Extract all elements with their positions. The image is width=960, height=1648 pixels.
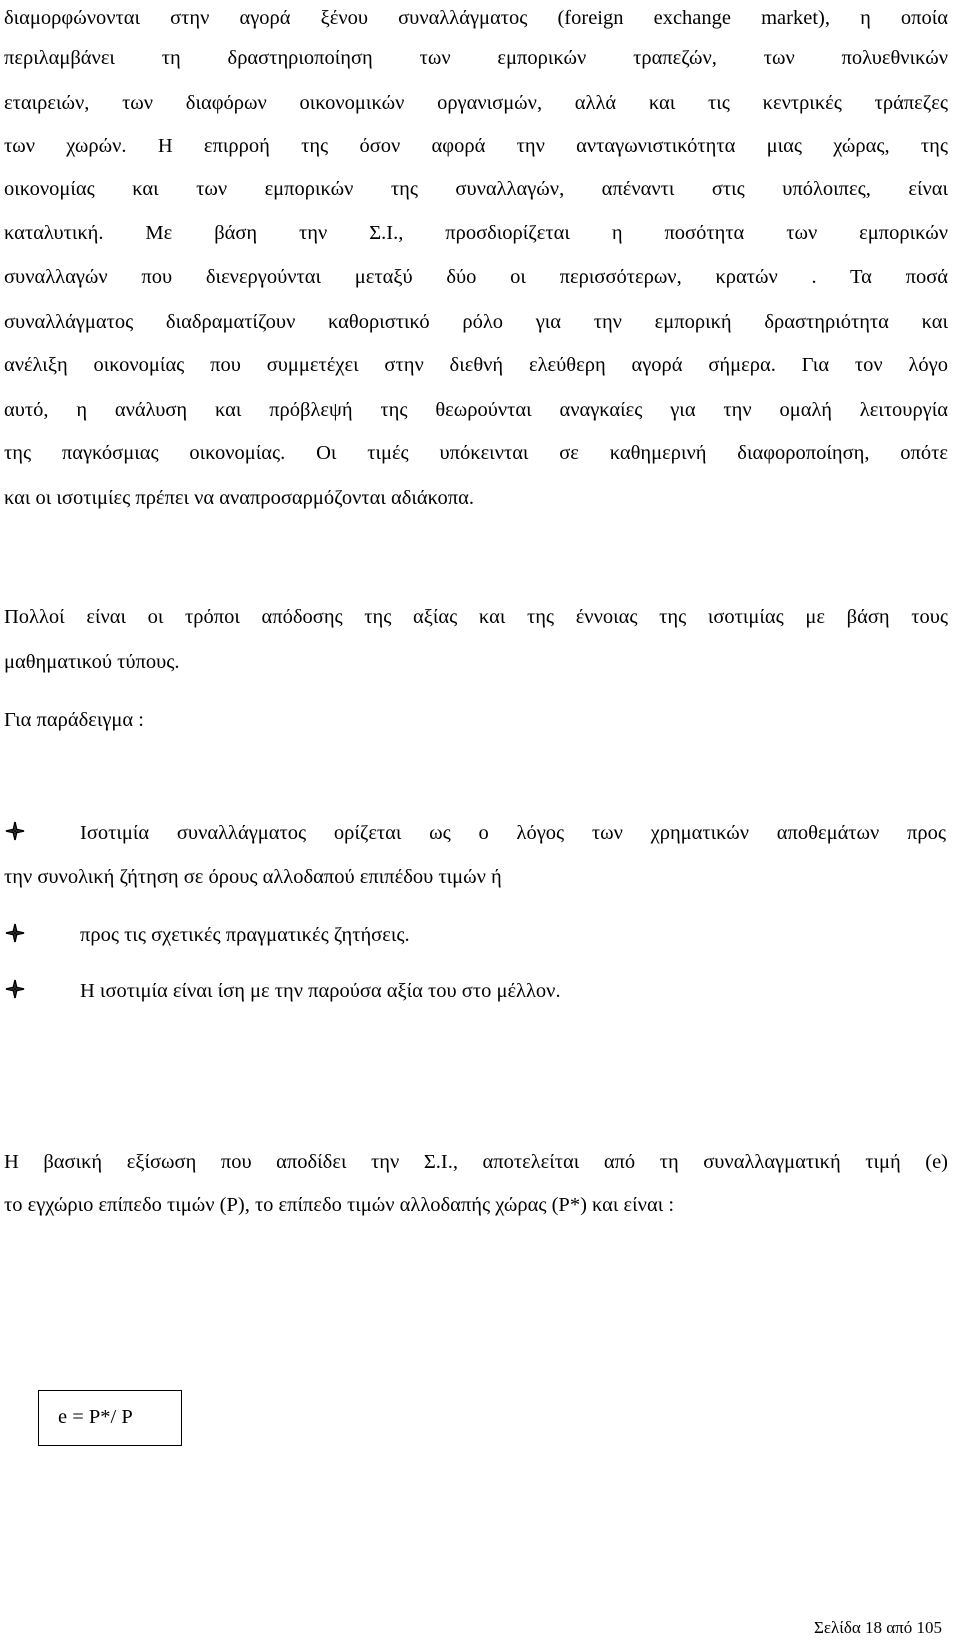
diamond-bullet-icon: [4, 820, 26, 842]
paragraph-line: διαμορφώνονται στην αγορά ξένου συναλλάγματος (foreign exchange market), η οποία: [4, 7, 948, 29]
paragraph-line: καταλυτική. Με βάση την Σ.Ι., προσδιορίζεται η ποσότητα των εμπορικών: [4, 222, 948, 244]
bullet-text: Η ισοτιμία είναι ίση με την παρούσα αξία του στο μέλλον.: [80, 980, 561, 1002]
paragraph-line: Πολλοί είναι οι τρόποι απόδοσης της αξίας και της έννοιας της ισοτιμίας με βάση τους: [4, 606, 948, 628]
paragraph-line: της παγκόσμιας οικονομίας. Οι τιμές υπόκεινται σε καθημερινή διαφοροποίηση, οπότε: [4, 442, 948, 464]
paragraph-line: οικονομίας και των εμπορικών της συναλλαγών, απέναντι στις υπόλοιπες, είναι: [4, 178, 948, 200]
formula-box: [38, 1390, 182, 1446]
paragraph-line: το εγχώριο επίπεδο τιμών (P), το επίπεδο τιμών αλλοδαπής χώρας (P*) και είναι :: [4, 1194, 675, 1216]
diamond-bullet-icon: [4, 922, 26, 944]
paragraph-line: συναλλάγματος διαδραματίζουν καθοριστικό ρόλο για την εμπορική δραστηριότητα και: [4, 311, 948, 333]
example-label: Για παράδειγμα :: [4, 709, 144, 731]
page-number-footer: Σελίδα 18 από 105: [813, 1618, 942, 1637]
paragraph-line: αυτό, η ανάλυση και πρόβλεψή της θεωρούνται αναγκαίες για την ομαλή λειτουργία: [4, 399, 948, 421]
paragraph-line: εταιρειών, των διαφόρων οικονομικών οργανισμών, αλλά και τις κεντρικές τράπεζες: [4, 92, 948, 114]
bullet-text: Ισοτιμία συναλλάγματος ορίζεται ως ο λόγος των χρηματικών αποθεμάτων προς: [80, 822, 946, 844]
paragraph-line: Η βασική εξίσωση που αποδίδει την Σ.Ι., αποτελείται από τη συναλλαγματική τιμή (e): [4, 1151, 948, 1173]
paragraph-line: περιλαμβάνει τη δραστηριοποίηση των εμπορικών τραπεζών, των πολυεθνικών: [4, 47, 948, 69]
formula-text: e = P*/ P: [58, 1406, 133, 1428]
bullet-continuation: την συνολική ζήτηση σε όρους αλλοδαπού επιπέδου τιμών ή: [4, 866, 502, 888]
bullet-text: προς τις σχετικές πραγματικές ζητήσεις.: [80, 924, 410, 946]
paragraph-line: των χωρών. Η επιρροή της όσον αφορά την ανταγωνιστικότητα μιας χώρας, της: [4, 135, 948, 157]
paragraph-line: μαθηματικού τύπους.: [4, 651, 180, 673]
diamond-bullet-icon: [4, 978, 26, 1000]
paragraph-line: ανέλιξη οικονομίας που συμμετέχει στην διεθνή ελεύθερη αγορά σήμερα. Για τον λόγο: [4, 354, 948, 376]
paragraph-line: συναλλαγών που διενεργούνται μεταξύ δύο οι περισσότερων, κρατών . Τα ποσά: [4, 266, 948, 288]
paragraph-line: και οι ισοτιμίες πρέπει να αναπροσαρμόζονται αδιάκοπα.: [4, 487, 474, 509]
